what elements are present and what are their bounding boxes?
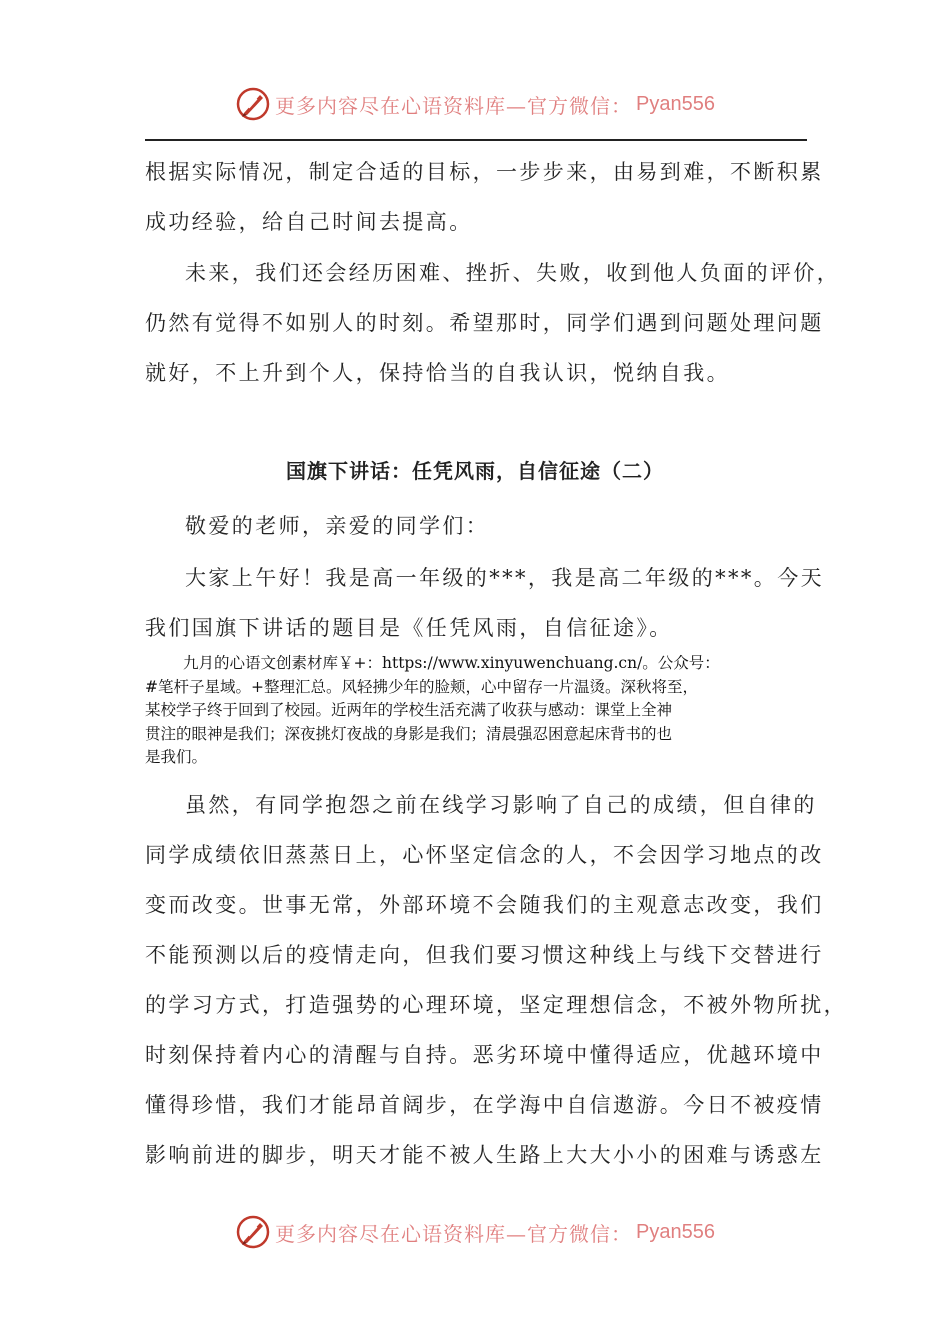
notice-line: 九月的心语文创素材库￥+：https://www.xinyuwenchuang.cn/。公众号： <box>183 654 720 672</box>
text-line: 虽然，有同学抱怨之前在线学习影响了自己的成绩，但自律的 <box>185 793 817 817</box>
text-line: 不能预测以后的疫情走向，但我们要习惯这种线上与线下交替进行 <box>145 943 824 967</box>
footer-brand-text: 更多内容尽在心语资料库—官方微信： <box>275 1221 633 1246</box>
notice-line: 贯注的眼神是我们；深夜挑灯夜战的身影是我们；清晨强忍困意起床背书的也 <box>145 724 673 743</box>
text-line: 同学成绩依旧蒸蒸日上，心怀坚定信念的人，不会因学习地点的改 <box>145 843 824 867</box>
text-line: 的学习方式，打造强势的心理环境，坚定理想信念，不被外物所扰， <box>145 993 847 1017</box>
notice-line: 某校学子终于回到了校园。近两年的学校生活充满了收获与感动：课堂上全神 <box>145 701 673 719</box>
paragraph-body <box>145 780 847 1180</box>
text-line: 就好，不上升到个人，保持恰当的自我认识，悦纳自我。 <box>145 361 730 385</box>
text-line: 敬爱的老师，亲爱的同学们： <box>185 514 490 538</box>
header-brand-text: 更多内容尽在心语资料库—官方微信： <box>275 93 633 118</box>
text-line: 我们国旗下讲话的题目是《任凭风雨，自信征途》。 <box>145 616 673 640</box>
text-line: 变而改变。世事无常，外部环境不会随我们的主观意志改变，我们 <box>145 893 824 917</box>
page-header <box>0 84 950 124</box>
inserted-notice <box>145 652 815 770</box>
quill-logo-icon <box>235 86 271 122</box>
paragraph-intro-2 <box>145 248 841 398</box>
text-line: 成功经验，给自己时间去提高。 <box>145 210 473 234</box>
header-divider <box>145 139 807 141</box>
notice-line: 是我们。 <box>145 748 208 766</box>
text-line: 时刻保持着内心的清醒与自持。恶劣环境中懂得适应，优越环境中 <box>145 1043 824 1067</box>
text-line: 懂得珍惜，我们才能昂首阔步，在学海中自信遨游。今日不被疫情 <box>145 1093 824 1117</box>
text-line: 未来，我们还会经历困难、挫折、失败，收到他人负面的评价， <box>185 261 841 285</box>
footer-wechat-id: Pyan556 <box>636 1220 715 1243</box>
text-line: 影响前进的脚步，明天才能不被人生路上大大小小的困难与诱惑左 <box>145 1143 824 1167</box>
text-line: 仍然有觉得不如别人的时刻。希望那时，同学们遇到问题处理问题 <box>145 311 824 335</box>
footer-brand <box>235 1214 715 1250</box>
speech-title: 国旗下讲话：任凭风雨，自信征途（二） <box>286 459 664 483</box>
paragraph-opening <box>145 553 824 653</box>
paragraph-greeting <box>145 501 813 551</box>
text-line: 大家上午好！我是高一年级的***，我是高二年级的***。今天 <box>185 566 824 590</box>
paragraph-intro-1 <box>145 147 824 247</box>
text-line: 根据实际情况，制定合适的目标，一步步来，由易到难，不断积累 <box>145 160 824 184</box>
notice-line: #笔杆子星域。+整理汇总。风轻拂少年的脸颊，心中留存一片温烫。深秋将至， <box>145 677 698 696</box>
header-brand <box>235 86 715 122</box>
page-footer <box>0 1212 950 1252</box>
header-wechat-id: Pyan556 <box>636 92 715 115</box>
quill-logo-icon <box>235 1214 271 1250</box>
